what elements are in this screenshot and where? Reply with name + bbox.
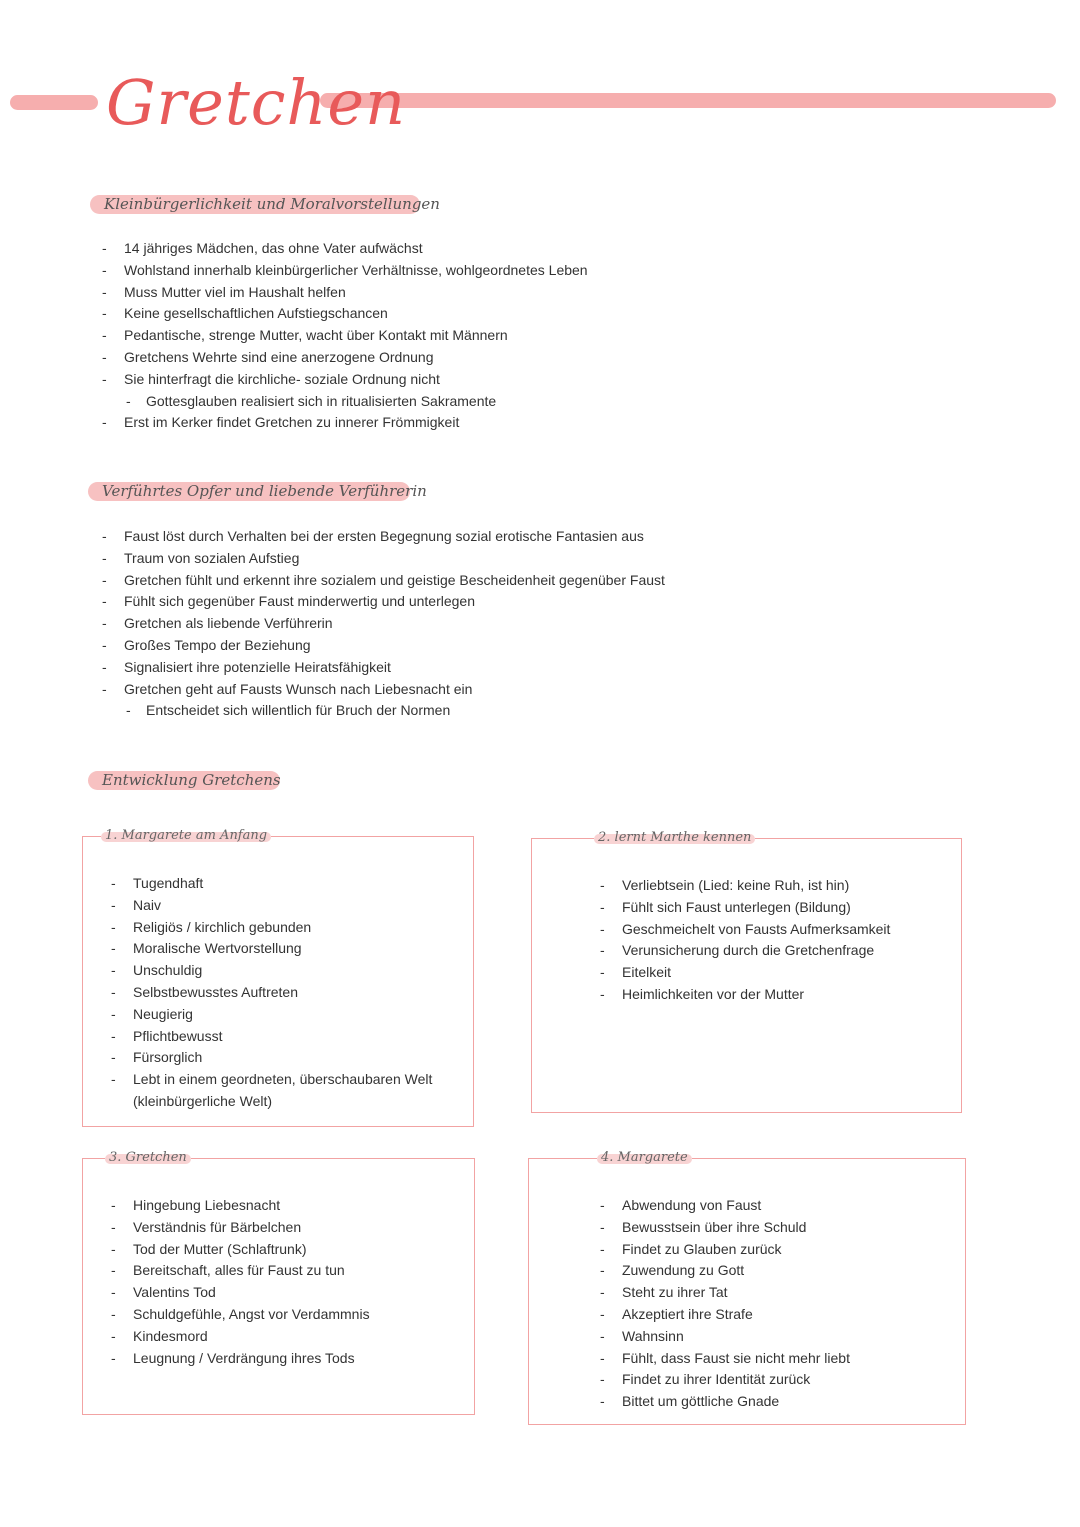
section-1-heading: Kleinbürgerlichkeit und Moralvorstellungen (104, 195, 440, 213)
box-4-list (598, 1195, 850, 1413)
list-item: - Kindesmord (109, 1326, 370, 1348)
page-title: Gretchen (106, 66, 407, 139)
list-item: - Religiös / kirchlich gebunden (109, 917, 439, 939)
section-1-list (100, 238, 588, 434)
section-3-heading: Entwicklung Gretchens (102, 771, 281, 789)
list-item: - Abwendung von Faust (598, 1195, 850, 1217)
list-item: - Hingebung Liebesnacht (109, 1195, 370, 1217)
list-item: - Großes Tempo der Beziehung (100, 635, 665, 657)
development-box-1 (82, 828, 474, 1127)
box-3-label: 3. Gretchen (105, 1149, 191, 1167)
box-2-label: 2. lernt Marthe kennen (594, 829, 755, 847)
list-item: - Valentins Tod (109, 1282, 370, 1304)
list-item: - Tugendhaft (109, 873, 439, 895)
list-item: - 14 jähriges Mädchen, das ohne Vater aufwächst (100, 238, 588, 260)
list-item: - Geschmeichelt von Fausts Aufmerksamkeit (598, 919, 890, 941)
list-item: - Leugnung / Verdrängung ihres Tods (109, 1348, 370, 1370)
list-item: - Selbstbewusstes Auftreten (109, 982, 439, 1004)
list-item: - Muss Mutter viel im Haushalt helfen (100, 282, 588, 304)
list-item: - Unschuldig (109, 960, 439, 982)
list-item: - Lebt in einem geordneten, überschaubaren Welt (kleinbürgerliche Welt) (109, 1069, 439, 1113)
development-box-2 (531, 830, 962, 1113)
list-item: - Fühlt sich Faust unterlegen (Bildung) (598, 897, 890, 919)
list-item: - Zuwendung zu Gott (598, 1260, 850, 1282)
list-item: - Naiv (109, 895, 439, 917)
list-item: - Heimlichkeiten vor der Mutter (598, 984, 890, 1006)
list-item: - Erst im Kerker findet Gretchen zu innerer Frömmigkeit (100, 412, 588, 434)
list-item: - Tod der Mutter (Schlaftrunk) (109, 1239, 370, 1261)
box-1-list (109, 873, 439, 1113)
section-2-heading: Verführtes Opfer und liebende Verführerin (102, 482, 427, 500)
box-4-label: 4. Margarete (597, 1149, 692, 1167)
list-item: - Gretchen fühlt und erkennt ihre sozialem und geistige Bescheidenheit gegenüber Faust (100, 570, 665, 592)
header-bar-left (10, 95, 98, 110)
list-item: - Schuldgefühle, Angst vor Verdammnis (109, 1304, 370, 1326)
list-item: - Pflichtbewusst (109, 1026, 439, 1048)
list-item: - Keine gesellschaftlichen Aufstiegschancen (100, 303, 588, 325)
list-item: - Bereitschaft, alles für Faust zu tun (109, 1260, 370, 1282)
list-item: - Faust löst durch Verhalten bei der ersten Begegnung sozial erotische Fantasien aus (100, 526, 665, 548)
list-item: - Wahnsinn (598, 1326, 850, 1348)
development-box-3 (82, 1150, 475, 1415)
list-subitem: - Gottesglauben realisiert sich in ritualisierten Sakramente (100, 391, 588, 413)
list-item: - Findet zu Glauben zurück (598, 1239, 850, 1261)
list-item: - Bewusstsein über ihre Schuld (598, 1217, 850, 1239)
list-item: - Moralische Wertvorstellung (109, 938, 439, 960)
list-item: - Gretchen als liebende Verführerin (100, 613, 665, 635)
list-item: - Verliebtsein (Lied: keine Ruh, ist hin) (598, 875, 890, 897)
box-2-list (598, 875, 890, 1006)
list-item: - Pedantische, strenge Mutter, wacht über Kontakt mit Männern (100, 325, 588, 347)
list-item: - Traum von sozialen Aufstieg (100, 548, 665, 570)
list-item: - Akzeptiert ihre Strafe (598, 1304, 850, 1326)
list-item: - Bittet um göttliche Gnade (598, 1391, 850, 1413)
list-item: - Neugierig (109, 1004, 439, 1026)
box-3-list (109, 1195, 370, 1369)
list-item: - Steht zu ihrer Tat (598, 1282, 850, 1304)
list-item: - Signalisiert ihre potenzielle Heiratsfähigkeit (100, 657, 665, 679)
list-subitem: - Entscheidet sich willentlich für Bruch der Normen (100, 700, 665, 722)
list-item: - Gretchen geht auf Fausts Wunsch nach Liebesnacht ein (100, 679, 665, 701)
list-item: - Findet zu ihrer Identität zurück (598, 1369, 850, 1391)
development-box-4 (528, 1150, 966, 1425)
box-1-label: 1. Margarete am Anfang (101, 827, 271, 845)
list-item: - Eitelkeit (598, 962, 890, 984)
list-item: - Sie hinterfragt die kirchliche- soziale Ordnung nicht (100, 369, 588, 391)
list-item: - Fürsorglich (109, 1047, 439, 1069)
header-bar-right (320, 93, 1056, 108)
list-item: - Verunsicherung durch die Gretchenfrage (598, 940, 890, 962)
list-item: - Fühlt sich gegenüber Faust minderwertig und unterlegen (100, 591, 665, 613)
section-2-list (100, 526, 665, 722)
list-item: - Wohlstand innerhalb kleinbürgerlicher Verhältnisse, wohlgeordnetes Leben (100, 260, 588, 282)
list-item: - Verständnis für Bärbelchen (109, 1217, 370, 1239)
list-item: - Fühlt, dass Faust sie nicht mehr liebt (598, 1348, 850, 1370)
list-item: - Gretchens Wehrte sind eine anerzogene Ordnung (100, 347, 588, 369)
